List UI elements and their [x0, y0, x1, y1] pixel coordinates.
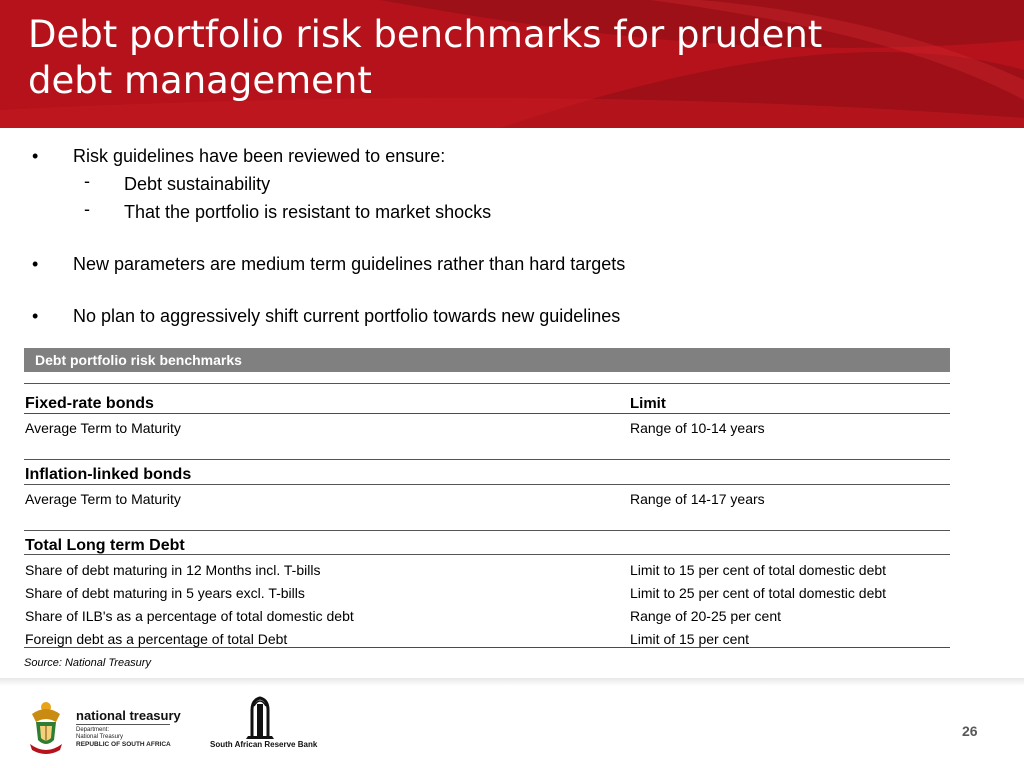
divider: [24, 530, 950, 531]
sub-bullet-text: That the portfolio is resistant to market shocks: [124, 202, 492, 222]
divider: [24, 647, 950, 648]
bullet-item: [32, 306, 932, 330]
slide-header: [0, 0, 1024, 128]
bullet-dot-icon: •: [32, 146, 39, 166]
divider: [24, 413, 950, 414]
table-cell-item: Share of debt maturing in 12 Months incl. T-bills: [25, 562, 321, 578]
bullet-text: No plan to aggressively shift current portfolio towards new guidelines: [73, 306, 621, 326]
table-cell-limit: Range of 14-17 years: [630, 491, 765, 507]
table-cell-item: Average Term to Maturity: [25, 420, 181, 436]
nt-logo-name: national treasury: [76, 708, 181, 723]
nt-logo-rule: [76, 724, 170, 725]
slide-title: [28, 12, 928, 104]
dash-bullet-icon: -: [84, 199, 90, 219]
bullet-dot-icon: •: [32, 254, 39, 274]
coat-of-arms-icon: [26, 700, 66, 754]
footer-shadow: [0, 678, 1024, 686]
table-cell-item: Share of debt maturing in 5 years excl. T-bills: [25, 585, 305, 601]
limit-column-header: Limit: [630, 395, 666, 412]
nt-logo-country: REPUBLIC OF SOUTH AFRICA: [76, 741, 171, 748]
bullet-text: New parameters are medium term guidelines rather than hard targets: [73, 254, 626, 274]
sarb-emblem-icon: [240, 696, 280, 740]
section-heading: Total Long term Debt: [25, 537, 185, 554]
table-cell-limit: Range of 10-14 years: [630, 420, 765, 436]
nt-logo-dept-name: National Treasury: [76, 734, 124, 740]
dash-bullet-icon: -: [84, 171, 90, 191]
divider: [24, 484, 950, 485]
sarb-logo: [208, 696, 318, 756]
sarb-logo-name: South African Reserve Bank: [210, 740, 318, 749]
national-treasury-logo: [26, 700, 186, 756]
sub-bullet-text: Debt sustainability: [124, 174, 271, 194]
nt-logo-dept: Department:: [76, 727, 110, 733]
sub-bullet-item: [84, 171, 884, 198]
section-heading: Fixed-rate bonds: [25, 395, 154, 412]
table-cell-limit: Limit to 15 per cent of total domestic debt: [630, 562, 887, 578]
table-title-bar: [24, 348, 950, 372]
bullet-dot-icon: •: [32, 306, 39, 326]
bullet-text: Risk guidelines have been reviewed to ensure:: [73, 146, 446, 166]
bullet-item: [32, 254, 932, 278]
section-heading: Inflation-linked bonds: [25, 466, 192, 483]
title-line-1: Debt portfolio risk benchmarks for prudent: [28, 13, 823, 56]
table-cell-limit: Limit of 15 per cent: [630, 631, 750, 647]
divider: [24, 459, 950, 460]
page-number: 26: [962, 723, 978, 739]
table-cell-limit: Limit to 25 per cent of total domestic debt: [630, 585, 887, 601]
sub-bullet-item: [84, 199, 884, 226]
bullet-item: [32, 146, 932, 170]
source-note: Source: National Treasury: [24, 657, 151, 669]
table-cell-limit: Range of 20-25 per cent: [630, 608, 781, 624]
divider: [24, 383, 950, 384]
table-cell-item: Average Term to Maturity: [25, 491, 181, 507]
table-title: Debt portfolio risk benchmarks: [35, 352, 242, 368]
divider: [24, 554, 950, 555]
table-cell-item: Foreign debt as a percentage of total Debt: [25, 631, 288, 647]
title-line-2: debt management: [28, 59, 372, 102]
table-cell-item: Share of ILB's as a percentage of total domestic debt: [25, 608, 354, 624]
